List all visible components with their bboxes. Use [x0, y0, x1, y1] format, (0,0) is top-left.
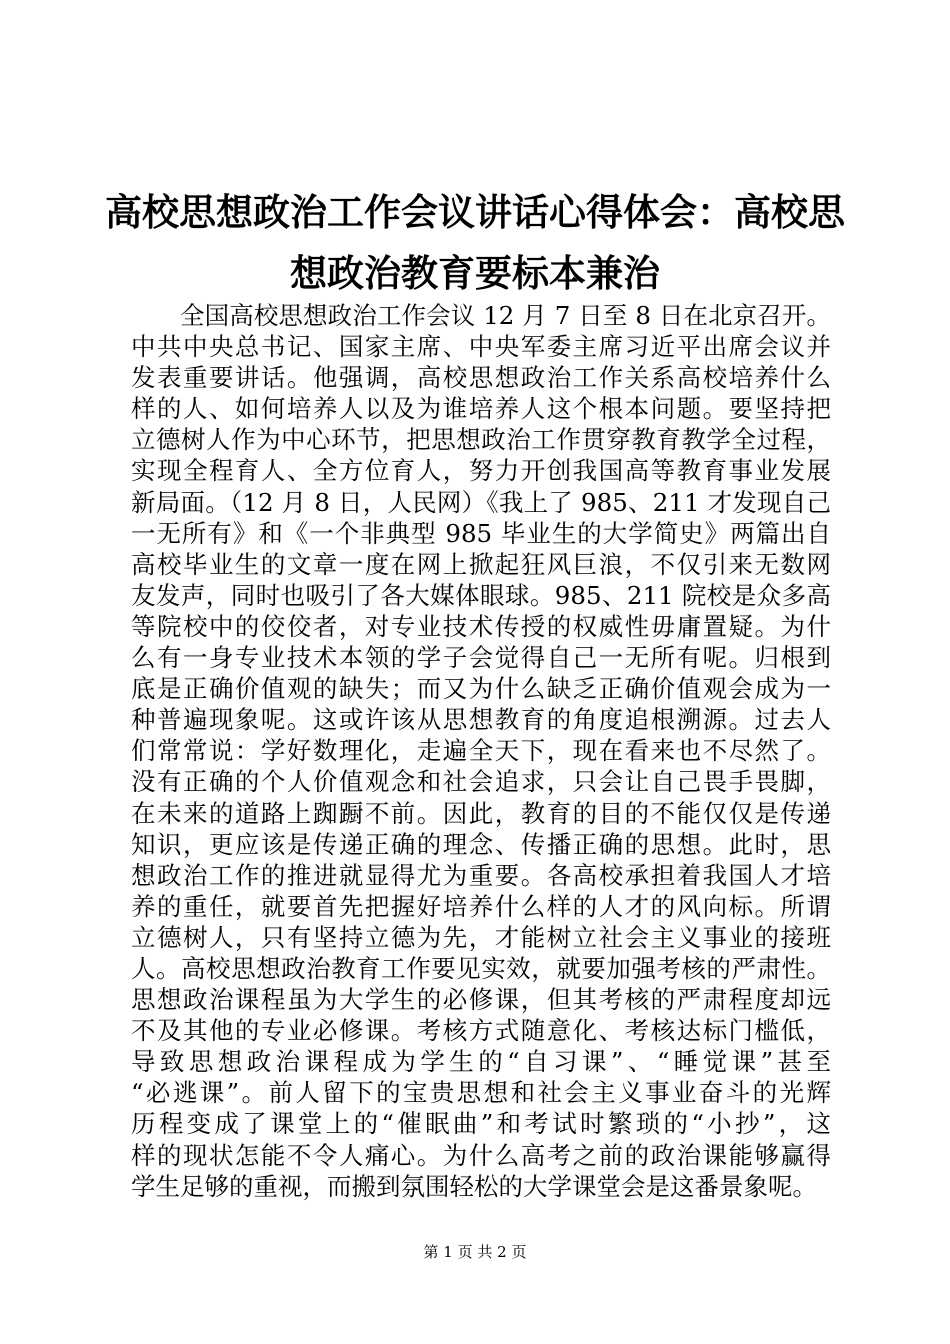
body-line: 新局面。（12 月 8 日，人民网）《我上了 985、211 才发现自己 — [131, 487, 831, 517]
body-line: 人。高校思想政治教育工作要见实效，就要加强考核的严肃性。 — [131, 953, 831, 983]
body-line: “必逃课”。前人留下的宝贵思想和社会主义事业奋斗的光辉 — [131, 1078, 831, 1108]
body-line: 样的现状怎能不令人痛心。为什么高考之前的政治课能够赢得 — [131, 1140, 831, 1170]
body-line: 发表重要讲话。他强调，高校思想政治工作关系高校培养什么 — [131, 363, 831, 393]
body-line: 历程变成了课堂上的“催眠曲”和考试时繁琐的“小抄”，这 — [131, 1109, 831, 1139]
body-line: 想政治工作的推进就显得尤为重要。各高校承担着我国人才培 — [131, 860, 831, 890]
body-line: 立德树人作为中心环节，把思想政治工作贯穿教育教学全过程， — [131, 425, 831, 455]
body-line: 们常常说：学好数理化，走遍全天下，现在看来也不尽然了。 — [131, 736, 831, 766]
body-line: 中共中央总书记、国家主席、中央军委主席习近平出席会议并 — [131, 332, 831, 362]
body-line: 一无所有》和《一个非典型 985 毕业生的大学简史》两篇出自 — [131, 518, 831, 548]
document-body — [131, 300, 831, 1202]
body-line: 么有一身专业技术本领的学子会觉得自己一无所有呢。归根到 — [131, 643, 831, 673]
body-line: 高校毕业生的文章一度在网上掀起狂风巨浪，不仅引来无数网 — [131, 549, 831, 579]
body-line: 在未来的道路上踟蹰不前。因此，教育的目的不能仅仅是传递 — [131, 798, 831, 828]
body-line: 立德树人，只有坚持立德为先，才能树立社会主义事业的接班 — [131, 922, 831, 952]
body-line: 实现全程育人、全方位育人，努力开创我国高等教育事业发展 — [131, 456, 831, 486]
body-line: 等院校中的佼佼者，对专业技术传授的权威性毋庸置疑。为什 — [131, 611, 831, 641]
body-line: 养的重任，就要首先把握好培养什么样的人才的风向标。所谓 — [131, 891, 831, 921]
body-line: 没有正确的个人价值观念和社会追求，只会让自己畏手畏脚， — [131, 767, 831, 797]
body-line: 不及其他的专业必修课。考核方式随意化、考核达标门槛低， — [131, 1016, 831, 1046]
page-footer: 第 1 页 共 2 页 — [423, 1243, 527, 1261]
body-line: 思想政治课程虽为大学生的必修课，但其考核的严肃程度却远 — [131, 985, 831, 1015]
body-line: 友发声，同时也吸引了各大媒体眼球。985、211 院校是众多高 — [131, 580, 831, 610]
body-line: 导致思想政治课程成为学生的“自习课”、“睡觉课”甚至 — [131, 1047, 831, 1077]
body-line: 全国高校思想政治工作会议 12 月 7 日至 8 日在北京召开。 — [180, 301, 831, 330]
document-title-line-1: 高校思想政治工作会议讲话心得体会：高校思 — [105, 190, 845, 234]
document-title-line-2: 想政治教育要标本兼治 — [290, 251, 660, 295]
body-line: 样的人、如何培养人以及为谁培养人这个根本问题。要坚持把 — [131, 394, 831, 424]
body-line: 种普遍现象呢。这或许该从思想教育的角度追根溯源。过去人 — [131, 705, 831, 735]
body-line: 学生足够的重视，而搬到氛围轻松的大学课堂会是这番景象呢。 — [131, 1171, 817, 1201]
body-line: 底是正确价值观的缺失；而又为什么缺乏正确价值观会成为一 — [131, 674, 831, 704]
body-line: 知识，更应该是传递正确的理念、传播正确的思想。此时，思 — [131, 829, 831, 859]
